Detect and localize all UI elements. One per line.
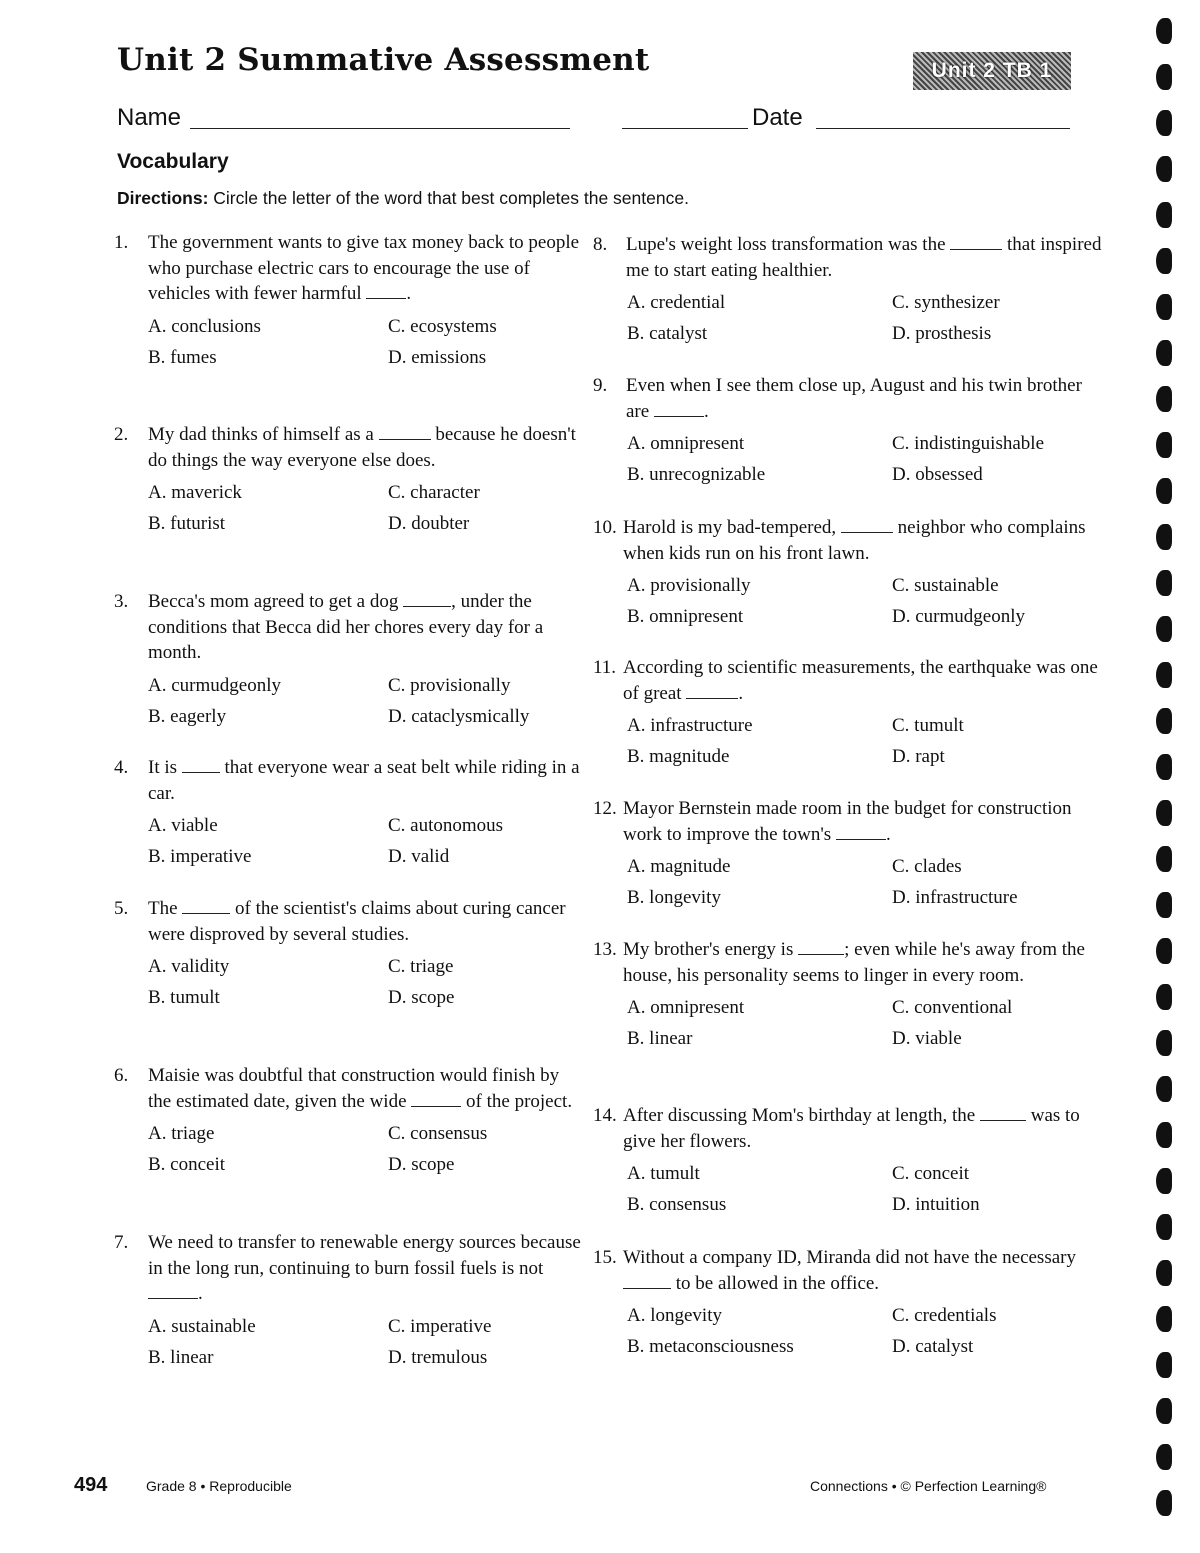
binder-hole: [1156, 386, 1172, 412]
stem-text-before: It is: [148, 757, 182, 778]
directions-text: Circle the letter of the word that best completes the sentence.: [208, 188, 689, 208]
answer-blank[interactable]: [379, 438, 431, 440]
binder-hole: [1156, 984, 1172, 1010]
answer-option[interactable]: D. valid: [388, 846, 450, 867]
stem-text-after: to be allowed in the office.: [671, 1272, 880, 1294]
question-3: [114, 589, 584, 729]
question-number: 14.: [593, 1105, 617, 1126]
answer-option[interactable]: A. sustainable: [148, 1315, 256, 1337]
binder-hole: [1156, 110, 1172, 136]
answer-option[interactable]: C. credentials: [892, 1305, 997, 1326]
stem-text-before: Even when I see them close up, August and his twin brother are: [626, 375, 1082, 422]
binder-hole: [1156, 846, 1172, 872]
answer-option[interactable]: A. omnipresent: [627, 997, 745, 1018]
stem-text-after: of the scientist's claims about curing cancer were disproved by several studies.: [148, 898, 566, 945]
answer-option[interactable]: B. tumult: [148, 987, 220, 1008]
question-number: 2.: [114, 424, 129, 445]
answer-option[interactable]: B. eagerly: [148, 705, 227, 727]
answer-option[interactable]: B. unrecognizable: [627, 464, 766, 485]
binder-hole: [1156, 156, 1172, 182]
binder-hole: [1156, 662, 1172, 688]
answer-option[interactable]: D. curmudgeonly: [892, 606, 1025, 627]
question-stem: [148, 755, 584, 806]
stem-text-after: .: [198, 1283, 203, 1304]
answer-options: [148, 673, 584, 729]
answer-options: [627, 573, 1103, 629]
answer-option[interactable]: D. rapt: [892, 746, 945, 767]
answer-options: [627, 431, 1103, 487]
question-stem: [148, 1230, 584, 1307]
binder-hole: [1156, 754, 1172, 780]
answer-option[interactable]: B. consensus: [627, 1194, 727, 1215]
question-number: 4.: [114, 757, 129, 778]
question-2: [114, 422, 584, 536]
binder-hole: [1156, 892, 1172, 918]
answer-blank[interactable]: [836, 838, 886, 840]
binder-hole: [1156, 64, 1172, 90]
answer-option[interactable]: B. omnipresent: [627, 606, 744, 627]
page-title: Unit 2 Summative Assessment: [117, 42, 650, 78]
question-4: [114, 755, 584, 869]
stem-text-before: The government wants to give tax money back to people who purchase electric cars to encourage the use of vehicles with fewer harmful: [148, 232, 580, 304]
question-number: 12.: [593, 798, 617, 819]
binder-hole: [1156, 1030, 1172, 1056]
answer-options: [627, 854, 1103, 910]
answer-option[interactable]: B. metaconsciousness: [627, 1336, 794, 1357]
stem-text-before: Lupe's weight loss transformation was the: [626, 234, 951, 255]
answer-options: [148, 480, 584, 536]
answer-option[interactable]: A. curmudgeonly: [148, 674, 281, 696]
binder-hole: [1156, 1490, 1172, 1516]
question-stem: [148, 896, 584, 947]
answer-option[interactable]: C. sustainable: [892, 575, 999, 596]
date-label: Date: [752, 104, 803, 131]
stem-text-before: Without a company ID, Miranda did not have the necessary: [623, 1247, 1076, 1268]
binder-hole: [1156, 1398, 1172, 1424]
answer-option[interactable]: C. clades: [892, 856, 962, 877]
question-1: [114, 230, 584, 370]
question-stem: [148, 230, 584, 307]
stem-text-before: Becca's mom agreed to get a dog: [148, 591, 404, 612]
question-stem: [623, 1103, 1103, 1154]
answer-option[interactable]: A. validity: [148, 956, 230, 977]
name-label: Name: [117, 104, 182, 131]
question-number: 11.: [593, 657, 617, 678]
answer-options: [627, 1303, 1103, 1359]
answer-blank[interactable]: [366, 297, 406, 299]
binder-hole: [1156, 340, 1172, 366]
binder-hole: [1156, 1122, 1172, 1148]
answer-options: [148, 1121, 584, 1177]
answer-option[interactable]: B. fumes: [148, 346, 217, 368]
answer-option[interactable]: C. consensus: [388, 1123, 488, 1144]
answer-option[interactable]: C. triage: [388, 956, 454, 977]
answer-blank[interactable]: [623, 1287, 671, 1289]
answer-option[interactable]: C. autonomous: [388, 815, 504, 836]
answer-option[interactable]: C. character: [388, 482, 480, 503]
question-number: 13.: [593, 939, 617, 960]
binder-edge: [1150, 0, 1200, 1553]
binder-hole: [1156, 294, 1172, 320]
answer-option[interactable]: C. conceit: [892, 1163, 970, 1184]
answer-option[interactable]: A. omnipresent: [627, 433, 745, 454]
question-stem: [148, 422, 584, 473]
answer-option[interactable]: A. conclusions: [148, 315, 261, 337]
answer-option[interactable]: C. tumult: [892, 715, 964, 736]
answer-option[interactable]: A. provisionally: [627, 575, 751, 596]
question-13: [593, 937, 1103, 1051]
question-7: [114, 1230, 584, 1370]
answer-option[interactable]: D. emissions: [388, 346, 487, 368]
stem-text-before: After discussing Mom's birthday at length, the: [623, 1105, 980, 1126]
question-11: [593, 655, 1103, 769]
name-line-extension: [622, 128, 748, 129]
answer-option[interactable]: B. catalyst: [627, 323, 708, 344]
answer-option[interactable]: C. ecosystems: [388, 315, 497, 337]
question-9: [593, 373, 1103, 487]
answer-blank[interactable]: [411, 1105, 461, 1107]
answer-option[interactable]: A. triage: [148, 1123, 215, 1144]
answer-blank[interactable]: [841, 531, 893, 533]
question-number: 10.: [593, 517, 617, 538]
answer-blank[interactable]: [403, 605, 451, 607]
answer-option[interactable]: B. longevity: [627, 887, 721, 908]
stem-text-after: because he doesn't do things the way everyone else does.: [148, 424, 576, 471]
answer-option[interactable]: D. cataclysmically: [388, 705, 530, 727]
question-number: 7.: [114, 1232, 129, 1253]
answer-options: [148, 813, 584, 869]
binder-hole: [1156, 1444, 1172, 1470]
answer-option[interactable]: C. conventional: [892, 997, 1013, 1018]
stem-text-before: We need to transfer to renewable energy sources because in the long run, continuing to burn fossil fuels is not: [148, 1232, 581, 1279]
footer-grade: Grade 8 • Reproducible: [146, 1478, 292, 1494]
answer-option[interactable]: C. provisionally: [388, 674, 511, 696]
question-stem: [148, 1063, 584, 1114]
question-stem: [626, 373, 1103, 424]
question-6: [114, 1063, 584, 1177]
answer-option[interactable]: D. catalyst: [892, 1336, 974, 1357]
binder-hole: [1156, 616, 1172, 642]
answer-options: [627, 1161, 1103, 1217]
binder-hole: [1156, 1306, 1172, 1332]
stem-text-before: Harold is my bad-tempered,: [623, 517, 841, 538]
unit-badge: Unit 2 TB 1: [913, 52, 1071, 90]
answer-option[interactable]: D. scope: [388, 987, 455, 1008]
stem-text-after: .: [703, 400, 709, 422]
page-number: 494: [74, 1474, 108, 1496]
question-number: 5.: [114, 898, 129, 919]
question-number: 15.: [593, 1247, 617, 1268]
answer-option[interactable]: C. synthesizer: [892, 292, 1000, 313]
question-8: [593, 232, 1103, 346]
answer-option[interactable]: B. linear: [627, 1028, 693, 1049]
stem-text-after: that inspired me to start eating healthier.: [626, 234, 1102, 281]
question-number: 9.: [593, 375, 608, 396]
answer-options: [148, 314, 584, 370]
question-number: 1.: [114, 232, 129, 253]
answer-option[interactable]: A. viable: [148, 815, 218, 836]
question-number: 6.: [114, 1065, 129, 1086]
answer-option[interactable]: D. prosthesis: [892, 323, 992, 344]
answer-option[interactable]: D. obsessed: [892, 464, 983, 485]
question-stem: [148, 589, 584, 666]
binder-hole: [1156, 570, 1172, 596]
stem-text-after: , under the conditions that Becca did her chores every day for a month.: [148, 591, 544, 663]
answer-blank[interactable]: [182, 912, 230, 914]
answer-option[interactable]: D. doubter: [388, 513, 470, 534]
answer-option[interactable]: A. magnitude: [627, 856, 731, 877]
answer-option[interactable]: C. imperative: [388, 1315, 492, 1337]
answer-option[interactable]: B. futurist: [148, 513, 226, 534]
binder-hole: [1156, 432, 1172, 458]
stem-text-after: neighbor who complains when kids run on his front lawn.: [623, 517, 1086, 564]
stem-text-before: Mayor Bernstein made room in the budget for construction work to improve the town's: [623, 798, 1072, 845]
binder-hole: [1156, 800, 1172, 826]
question-5: [114, 896, 584, 1010]
answer-options: [627, 290, 1103, 346]
binder-hole: [1156, 202, 1172, 228]
stem-text-after: .: [406, 283, 412, 304]
question-stem: [623, 655, 1103, 706]
binder-hole: [1156, 1260, 1172, 1286]
binder-hole: [1156, 1168, 1172, 1194]
stem-text-after: of the project.: [461, 1090, 573, 1112]
name-line[interactable]: [190, 128, 570, 129]
answer-option[interactable]: A. longevity: [627, 1305, 722, 1326]
answer-options: [627, 995, 1103, 1051]
answer-option[interactable]: B. linear: [148, 1346, 214, 1368]
answer-blank[interactable]: [798, 953, 844, 955]
stem-text-after: was to give her flowers.: [623, 1105, 1080, 1152]
stem-text-before: According to scientific measurements, the earthquake was one of great: [623, 657, 1098, 704]
answer-options: [148, 1314, 584, 1370]
binder-hole: [1156, 478, 1172, 504]
binder-hole: [1156, 248, 1172, 274]
answer-blank[interactable]: [980, 1119, 1026, 1121]
answer-blank[interactable]: [654, 415, 704, 417]
answer-option[interactable]: D. infrastructure: [892, 887, 1018, 908]
answer-options: [148, 954, 584, 1010]
answer-option[interactable]: B. conceit: [148, 1154, 226, 1175]
binder-hole: [1156, 1076, 1172, 1102]
question-10: [593, 515, 1103, 629]
answer-option[interactable]: B. magnitude: [627, 746, 730, 767]
section-heading: Vocabulary: [117, 150, 229, 173]
directions-label: Directions:: [117, 188, 209, 208]
answer-blank[interactable]: [148, 1297, 198, 1299]
date-line[interactable]: [816, 128, 1070, 129]
answer-option[interactable]: A. tumult: [627, 1163, 700, 1184]
stem-text-before: Maisie was doubtful that construction would finish by the estimated date, given the wide: [148, 1065, 560, 1112]
stem-text-before: My dad thinks of himself as a: [148, 424, 379, 445]
answer-blank[interactable]: [686, 697, 738, 699]
question-stem: [623, 1245, 1103, 1296]
question-stem: [623, 796, 1103, 847]
question-stem: [623, 515, 1103, 566]
binder-hole: [1156, 524, 1172, 550]
answer-blank[interactable]: [182, 771, 220, 773]
answer-option[interactable]: B. imperative: [148, 846, 252, 867]
answer-blank[interactable]: [950, 248, 1002, 250]
answer-option[interactable]: D. tremulous: [388, 1346, 488, 1368]
question-number: 3.: [114, 591, 129, 612]
question-12: [593, 796, 1103, 910]
binder-hole: [1156, 708, 1172, 734]
binder-hole: [1156, 18, 1172, 44]
question-stem: [623, 937, 1103, 988]
answer-option[interactable]: D. viable: [892, 1028, 962, 1049]
binder-hole: [1156, 938, 1172, 964]
stem-text-after: .: [885, 823, 891, 845]
footer-copyright: Connections • © Perfection Learning®: [810, 1478, 1047, 1494]
binder-hole: [1156, 1214, 1172, 1240]
stem-text-after: that everyone wear a seat belt while riding in a car.: [148, 757, 580, 804]
answer-option[interactable]: A. maverick: [148, 482, 242, 503]
answer-option[interactable]: C. indistinguishable: [892, 433, 1044, 454]
directions: [117, 188, 689, 209]
binder-hole: [1156, 1352, 1172, 1378]
stem-text-before: The: [148, 898, 183, 919]
question-14: [593, 1103, 1103, 1217]
answer-option[interactable]: D. scope: [388, 1154, 455, 1175]
answer-option[interactable]: A. credential: [627, 292, 726, 313]
answer-option[interactable]: D. intuition: [892, 1194, 980, 1215]
stem-text-before: My brother's energy is: [623, 939, 799, 960]
question-15: [593, 1245, 1103, 1359]
answer-option[interactable]: A. infrastructure: [627, 715, 753, 736]
stem-text-after: ; even while he's away from the house, his personality seems to linger in every room.: [623, 939, 1085, 986]
stem-text-after: .: [738, 682, 744, 704]
answer-options: [627, 713, 1103, 769]
question-number: 8.: [593, 234, 608, 255]
question-stem: [626, 232, 1103, 283]
